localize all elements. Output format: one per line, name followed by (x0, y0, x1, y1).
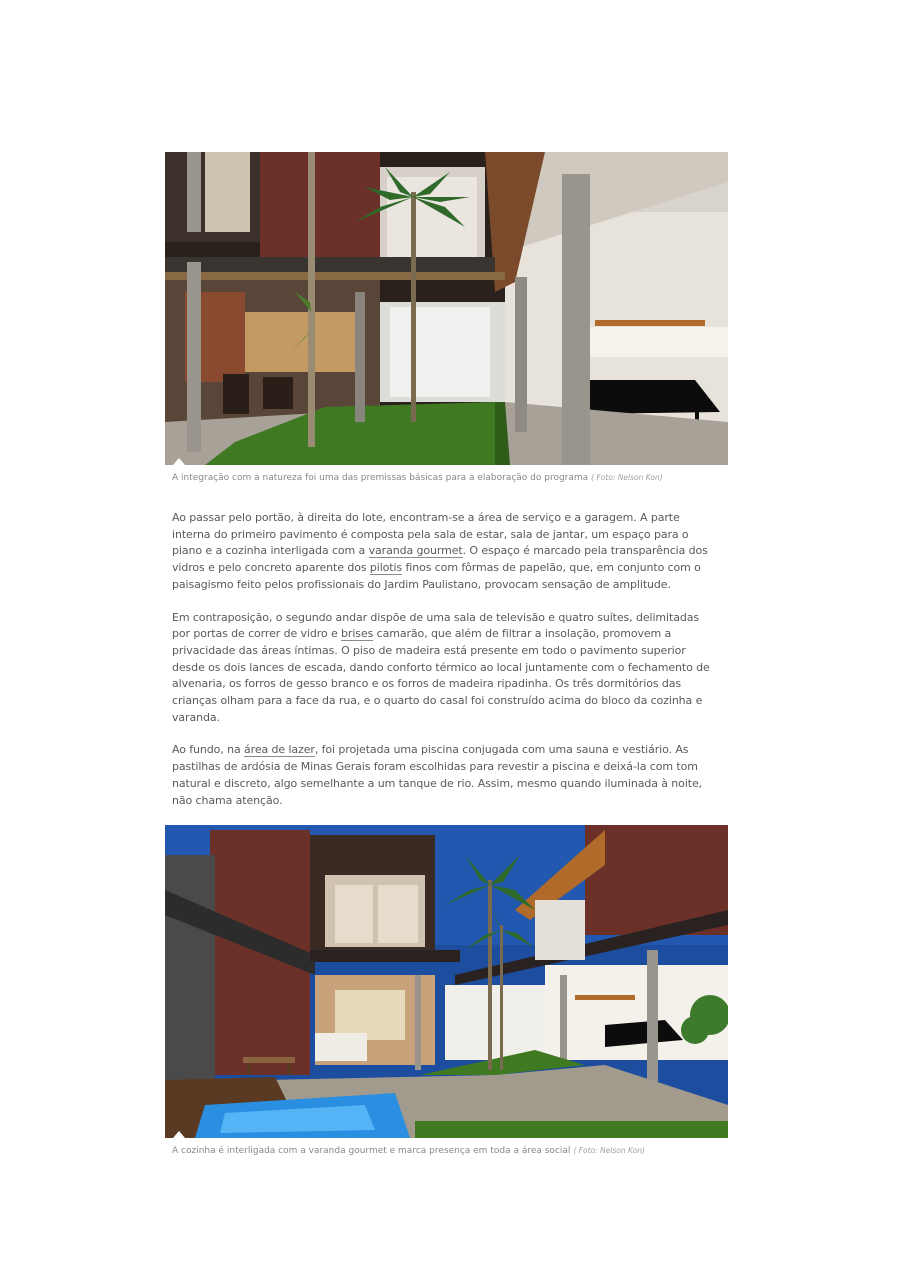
figure-1-caption (172, 471, 728, 485)
figure-2-caption-text: A cozinha é interligada com a varanda gourmet e marca presença em toda a área social (172, 1146, 571, 1157)
link-varanda-gourmet[interactable]: varanda gourmet (368, 544, 463, 558)
paragraph-3-text-b: , foi projetada uma piscina conjugada com uma sauna e vestiário. As pastilhas de ardósia de Minas Gerais foram escolhidas para revestir a piscina e deixá-la com tom natural e discreto, algo semelhante a um tanque de rio. Assim, mesmo quando iluminada à noite, não chama atenção. (172, 743, 703, 807)
paragraph-2-text-b: camarão, que além de filtrar a insolação, promovem a privacidade das áreas íntimas. O piso de madeira está presente em todo o pavimento superior desde os dois lances de escada, dando conforto térmico ao local juntamente com o fechamento de alvenaria, os forros de gesso branco e os forros de madeira ripadinha. Os três dormitórios das crianças olham para a face da rua, e o quarto do casal foi construído acima do bloco da cozinha e varanda. (172, 627, 710, 724)
caption-pointer (173, 458, 185, 465)
house-courtyard-image (165, 152, 728, 465)
paragraph-3 (172, 742, 717, 809)
paragraph-3-text-a: Ao fundo, na (172, 743, 244, 757)
figure-2-photo (165, 825, 728, 1138)
paragraph-1-text-a: Ao passar pelo portão, à direita do lote, encontram-se a área de serviço e a garagem. A parte interna do primeiro pavimento é composta pela sala de estar, sala de jantar, um espaço para o piano e a cozinha interligada com a (172, 511, 689, 558)
article-body (172, 510, 717, 809)
paragraph-2 (172, 610, 717, 727)
figure-1-credit: ( Foto: Nelson Kon) (591, 473, 663, 482)
caption-pointer (173, 1131, 185, 1138)
figure-1-caption-text: A integração com a natureza foi uma das premissas básicas para a elaboração do programa (172, 473, 589, 483)
link-pilotis[interactable]: pilotis (369, 561, 403, 575)
paragraph-1-text-c: finos com fôrmas de papelão, que, em conjunto com o paisagismo feito pelos profissionais do Jardim Paulistano, provocam sensação de amplitude. (172, 561, 701, 591)
figure-2-credit: ( Foto: Nelson Kon) (573, 1146, 645, 1156)
paragraph-1 (172, 510, 717, 594)
link-area-de-lazer[interactable]: área de lazer (244, 743, 315, 757)
paragraph-2-text-a: Em contraposição, o segundo andar dispõe de uma sala de televisão e quatro suítes, delimitadas por portas de correr de vidro e (172, 610, 699, 641)
link-brises[interactable]: brises (341, 627, 374, 641)
paragraph-1-text-b: . O espaço é marcado pela transparência dos vidros e pelo concreto aparente dos (172, 544, 708, 575)
figure-1-photo (165, 152, 728, 465)
article (165, 152, 728, 1158)
house-pool-night-image (165, 825, 728, 1138)
figure-2-caption (172, 1144, 728, 1158)
